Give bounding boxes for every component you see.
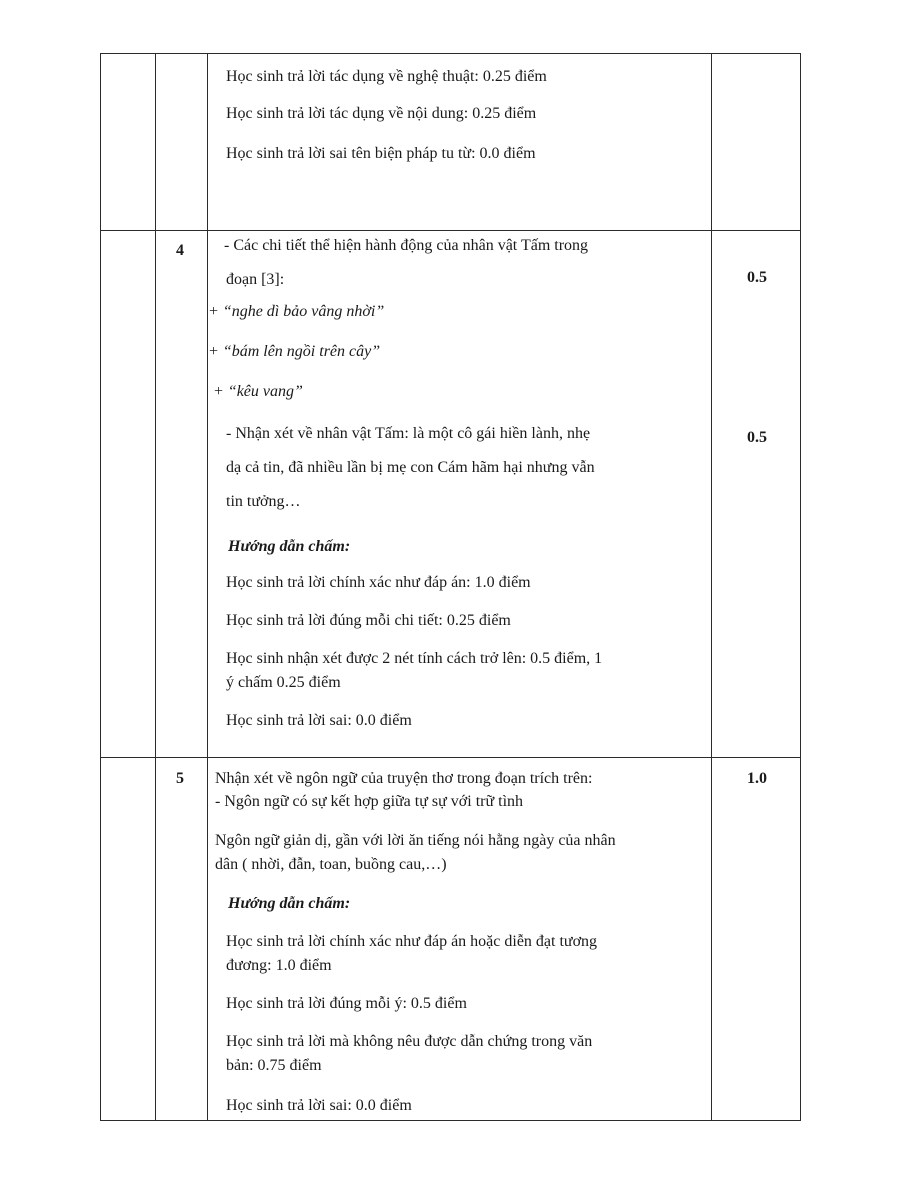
row-5-line: Nhận xét về ngôn ngữ của truyện thơ trong đoạn trích trên: — [215, 770, 593, 787]
row-5-number: 5 — [176, 770, 184, 787]
row-divider-3-4 — [100, 230, 801, 231]
row-5-line: dân ( nhời, đẫn, toan, buồng cau,…) — [215, 856, 447, 873]
row-4-grading-line: Học sinh nhận xét được 2 nét tính cách trở lên: 0.5 điểm, 1 — [226, 650, 603, 667]
row-4-line: tin tưởng… — [226, 493, 301, 510]
row-4-detail-item: + “bám lên ngồi trên cây” — [208, 343, 381, 360]
row-5-line: - Ngôn ngữ có sự kết hợp giữa tự sự với trữ tình — [215, 793, 524, 810]
row-5-grading-line: Học sinh trả lời mà không nêu được dẫn chứng trong văn — [226, 1033, 593, 1050]
table-bottom-border — [100, 1120, 801, 1121]
column-border-2 — [155, 53, 156, 1121]
row-4-grading-line: ý chấm 0.25 điểm — [226, 674, 341, 691]
row-5-grading-line: bản: 0.75 điểm — [226, 1057, 322, 1074]
row-4-number: 4 — [176, 242, 184, 259]
row-4-line: - Nhận xét về nhân vật Tấm: là một cô gái hiền lành, nhẹ — [226, 425, 591, 442]
row-3-line: Học sinh trả lời tác dụng về nội dung: 0.25 điểm — [226, 105, 537, 122]
row-5-grading-line: Học sinh trả lời chính xác như đáp án hoặc diễn đạt tương — [226, 933, 598, 950]
row-4-grading-line: Học sinh trả lời sai: 0.0 điểm — [226, 712, 412, 729]
row-4-line: đoạn [3]: — [226, 271, 285, 288]
column-border-left — [100, 53, 101, 1121]
row-4-line: dạ cả tin, đã nhiều lần bị mẹ con Cám hãm hại nhưng vẫn — [226, 459, 595, 476]
table-top-border — [100, 53, 801, 54]
row-5-grading-line: Học sinh trả lời sai: 0.0 điểm — [226, 1097, 412, 1114]
column-border-right — [800, 53, 801, 1121]
row-5-grading-line: đương: 1.0 điểm — [226, 957, 332, 974]
row-3-line: Học sinh trả lời tác dụng về nghệ thuật: 0.25 điểm — [226, 68, 547, 85]
column-border-4 — [711, 53, 712, 1121]
row-5-score: 1.0 — [747, 770, 767, 787]
column-border-3 — [207, 53, 208, 1121]
row-4-score: 0.5 — [747, 269, 767, 286]
row-4-grading-line: Học sinh trả lời đúng mỗi chi tiết: 0.25 điểm — [226, 612, 511, 629]
row-divider-4-5 — [100, 757, 801, 758]
row-3-line: Học sinh trả lời sai tên biện pháp tu từ: 0.0 điểm — [226, 145, 536, 162]
row-5-grading-line: Học sinh trả lời đúng mỗi ý: 0.5 điểm — [226, 995, 467, 1012]
row-5-grading-heading: Hướng dẫn chấm: — [228, 895, 351, 912]
row-4-score: 0.5 — [747, 429, 767, 446]
row-4-grading-heading: Hướng dẫn chấm: — [228, 538, 351, 555]
row-4-detail-item: + “nghe dì bảo vâng nhời” — [208, 303, 385, 320]
row-5-line: Ngôn ngữ giản dị, gần với lời ăn tiếng nói hằng ngày của nhân — [215, 832, 616, 849]
row-4-grading-line: Học sinh trả lời chính xác như đáp án: 1.0 điểm — [226, 574, 531, 591]
row-4-line: - Các chi tiết thể hiện hành động của nhân vật Tấm trong — [224, 237, 589, 254]
row-4-detail-item: + “kêu vang” — [213, 383, 303, 400]
